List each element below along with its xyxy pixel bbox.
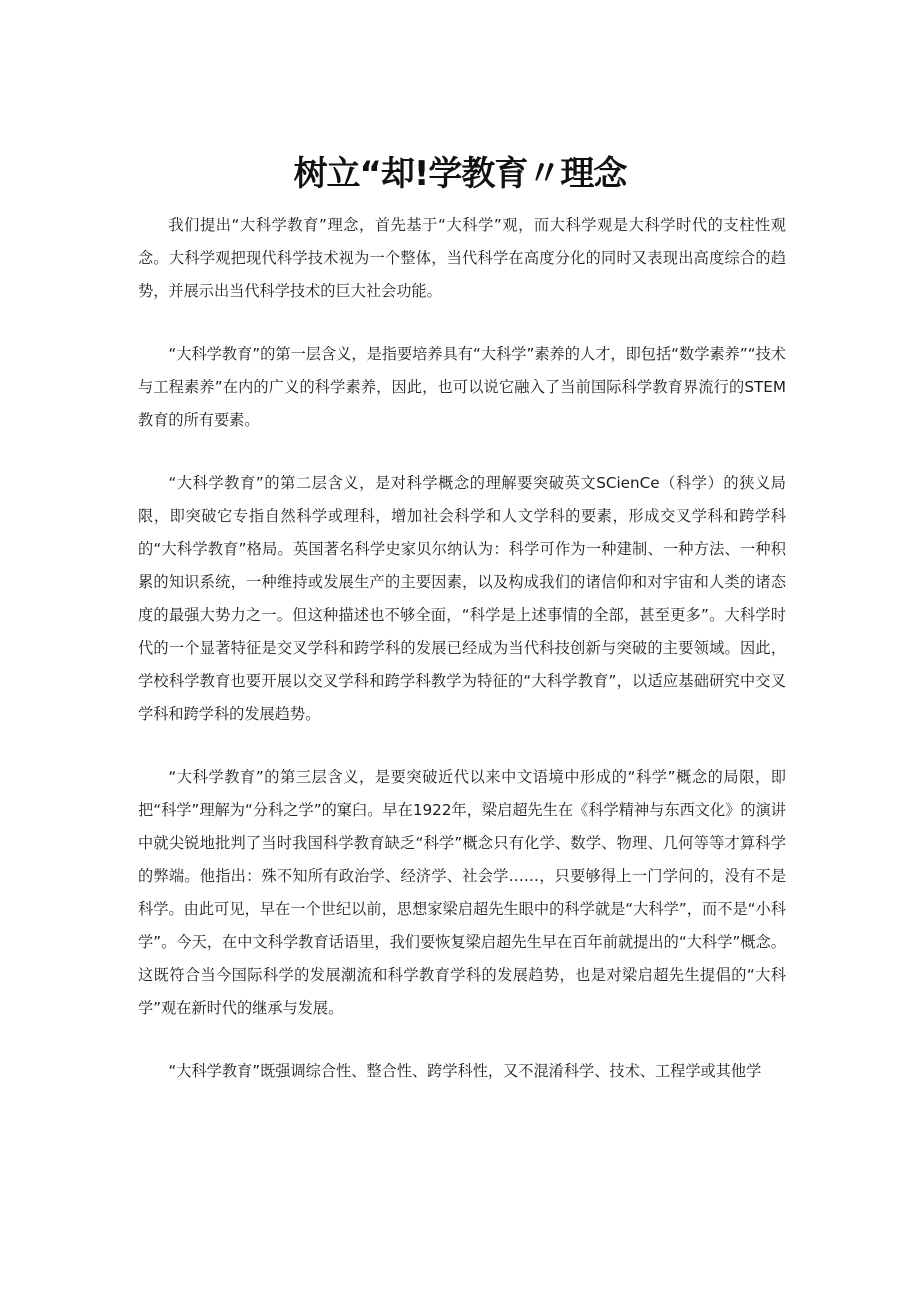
- paragraph-1: 我们提出“大科学教育”理念，首先基于“大科学”观，而大科学观是大科学时代的支柱性观念。大科学观把现代科学技术视为一个整体，当代科学在高度分化的同时又表现出高度综合的趋势，并展示出当代科学技术的巨大社会功能。: [138, 216, 786, 300]
- document-body: [138, 209, 786, 1118]
- paragraph-5: “大科学教育”既强调综合性、整合性、跨学科性，又不混淆科学、技术、工程学或其他学: [168, 1062, 762, 1080]
- paragraph-4: “大科学教育”的第三层含义，是要突破近代以来中文语境中形成的“科学”概念的局限，即把“科学”理解为“分科之学”的窠臼。早在1922年，梁启超先生在《科学精神与东西文化》的演讲中就尖锐地批判了当时我国科学教育缺乏“科学”概念只有化学、数学、物理、几何等等才算科学的弊端。他指出：殊不知所有政治学、经济学、社会学……，只要够得上一门学问的，没有不是科学。由此可见，早在一个世纪以前，思想家梁启超先生眼中的科学就是“大科学”，而不是“小科学”。今天，在中文科学教育话语里，我们要恢复梁启超先生早在百年前就提出的“大科学”概念。这既符合当今国际科学的发展潮流和科学教育学科的发展趋势，也是对梁启超先生提倡的“大科学”观在新时代的继承与发展。: [138, 768, 786, 1017]
- paragraph-2: “大科学教育”的第一层含义，是指要培养具有“大科学”素养的人才，即包括“数学素养”“技术与工程素养”在内的广义的科学素养，因此，也可以说它融入了当前国际科学教育界流行的STEM教育的所有要素。: [138, 345, 786, 429]
- document-title: 树立“却!学教育〃理念: [293, 153, 627, 194]
- paragraph-3: “大科学教育”的第二层含义，是对科学概念的理解要突破英文SCienCe（科学）的狭义局限，即突破它专指自然科学或理科，增加社会科学和人文学科的要素，形成交叉学科和跨学科的“大科学教育”格局。英国著名科学史家贝尔纳认为：科学可作为一种建制、一种方法、一种积累的知识系统，一种维持或发展生产的主要因素，以及构成我们的诸信仰和对宇宙和人类的诸态度的最强大势力之一。但这种描述也不够全面，“科学是上述事情的全部，甚至更多”。大科学时代的一个显著特征是交叉学科和跨学科的发展已经成为当代科技创新与突破的主要领域。因此，学校科学教育也要开展以交叉学科和跨学科教学为特征的“大科学教育”，以适应基础研究中交叉学科和跨学科的发展趋势。: [138, 474, 786, 723]
